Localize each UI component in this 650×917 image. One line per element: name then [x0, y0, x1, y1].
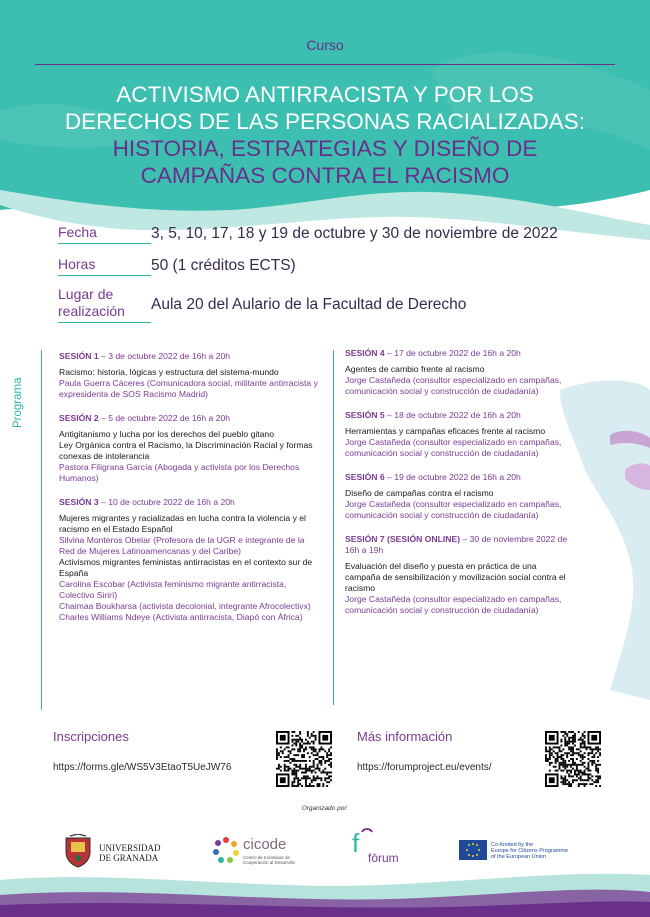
- forum-logo: [350, 826, 412, 868]
- session-date: – 19 de octubre 2022 de 16h a 20h: [384, 472, 521, 482]
- title-line-2: DERECHOS DE LAS PERSONAS RACIALIZADAS:: [64, 109, 586, 134]
- svg-text:f: f: [352, 828, 360, 858]
- session-heading: [345, 348, 570, 359]
- inscripciones-qr-code[interactable]: [276, 731, 332, 787]
- session-number: SESIÓN 1: [59, 351, 99, 361]
- session-topic: Antigitanismo y lucha por los derechos del pueblo gitano: [59, 429, 274, 439]
- cicode-logo-subtitle: [243, 855, 313, 865]
- eu-line-3: of the European Union: [491, 854, 547, 860]
- ugr-line-1: UNIVERSIDAD: [99, 843, 161, 853]
- session-topic: Ley Orgánica contra el Racismo, la Discriminación Racial y formas conexas de intolerancia: [59, 440, 313, 461]
- info-row-horas: [58, 256, 296, 276]
- session-date: – 3 de octubre 2022 de 16h a 20h: [98, 351, 231, 361]
- session-topic: Activismos migrantes feministas antirracistas en el contexto sur de España: [59, 557, 313, 578]
- fecha-label: Fecha: [58, 224, 151, 244]
- sessions-right-column: [345, 348, 570, 629]
- cicode-sub-line-2: Cooperación al Desarrollo: [243, 860, 296, 865]
- title-line-3: HISTORIA, ESTRATEGIAS Y DISEÑO DE: [112, 136, 538, 161]
- header-divider: [35, 64, 615, 65]
- session-block: [345, 410, 570, 459]
- session-speaker: Carolina Escobar (Activista feminismo migrante antirracista, Colectivo Sirirí): [59, 579, 287, 600]
- session-number: SESIÓN 7 (SESIÓN ONLINE): [345, 534, 461, 544]
- session-date: – 17 de octubre 2022 de 16h a 20h: [384, 348, 521, 358]
- programa-line: [41, 350, 42, 710]
- session-date: – 10 de octubre 2022 de 16h a 20h: [98, 497, 235, 507]
- organizado-por: Organizado por:: [301, 805, 349, 812]
- eu-logo-text: [491, 842, 601, 860]
- mas-info-label: Más información: [357, 729, 453, 744]
- session-speaker: Charles Williams Ndeye (Activista antirracista, Diapó con África): [59, 612, 303, 622]
- session-speaker: Chaimaa Boukharsa (activista decolonial, integrante Afrocolectivx): [59, 601, 311, 611]
- inscripciones-link[interactable]: https://forms.gle/WS5V3EtaoT5UeJW76: [53, 762, 232, 773]
- session-block: [345, 348, 570, 397]
- session-date: – 30 de noviembre 2022 de 16h a 19h: [345, 534, 568, 555]
- session-number: SESIÓN 3: [59, 497, 99, 507]
- title-line-1: ACTIVISMO ANTIRRACISTA Y POR LOS: [116, 82, 534, 107]
- title-line-4: CAMPAÑAS CONTRA EL RACISMO: [140, 163, 510, 188]
- column-divider: [333, 350, 334, 705]
- lugar-label-line-1: Lugar de: [58, 286, 114, 302]
- lugar-value: Aula 20 del Aulario de la Facultad de Derecho: [151, 295, 467, 313]
- session-heading: [345, 472, 570, 483]
- session-speaker: Jorge Castañeda (consultor especializado en campañas, comunicación social y construcción de ciudadanía): [345, 375, 562, 396]
- cicode-logo-name: cicode: [243, 836, 287, 853]
- ugr-crest-logo: [62, 834, 94, 868]
- session-number: SESIÓN 6: [345, 472, 385, 482]
- session-heading: [59, 497, 321, 508]
- session-block: [345, 472, 570, 521]
- ugr-line-2: DE GRANADA: [99, 853, 159, 863]
- info-row-fecha: [58, 224, 558, 244]
- mas-info-qr-code[interactable]: [545, 731, 601, 787]
- session-speaker: Paula Guerra Cáceres (Comunicadora social, militante antirracista y expresidenta de SOS Racismo Madrid): [59, 378, 318, 399]
- horas-value: 50 (1 créditos ECTS): [151, 257, 296, 274]
- inscripciones-label: Inscripciones: [53, 729, 129, 744]
- eu-line-2: Europe for Citizens Programme: [491, 848, 569, 854]
- session-topic: Mujeres migrantes y racializadas en lucha contra la violencia y el racismo en el Estado Español: [59, 513, 306, 534]
- horas-label: Horas: [58, 256, 151, 276]
- session-block: [59, 497, 321, 623]
- session-speaker: Jorge Castañeda (consultor especializado en campañas, comunicación social y construcción de ciudadanía): [345, 499, 562, 520]
- session-topic: Evaluación del diseño y puesta en práctica de una campaña de sensibilización y movilización social contra el racismo: [345, 561, 566, 593]
- forum-logo-text: fōrum: [368, 851, 399, 865]
- session-block: [59, 413, 321, 484]
- mas-info-link[interactable]: https://forumproject.eu/events/: [357, 762, 492, 773]
- eu-line-1: Co-funded by the: [491, 842, 534, 848]
- course-title: [40, 81, 610, 189]
- session-block: [59, 351, 321, 400]
- lugar-label: [58, 286, 151, 323]
- session-block: [345, 534, 570, 616]
- programa-label: Programa: [12, 377, 24, 428]
- session-speaker: Silvina Monteros Obelar (Profesora de la UGR e integrante de la Red de Mujeres Latinoamericanas y del Caribe): [59, 535, 305, 556]
- session-speaker: Jorge Castañeda (consultor especializado en campañas, comunicación social y construcción de ciudadanía): [345, 594, 562, 615]
- fecha-value: 3, 5, 10, 17, 18 y 19 de octubre y 30 de noviembre de 2022: [151, 225, 558, 242]
- session-topic: Diseño de campañas contra el racismo: [345, 488, 494, 498]
- session-speaker: Jorge Castañeda (consultor especializado en campañas, comunicación social y construcción de ciudadanía): [345, 437, 562, 458]
- session-date: – 5 de octubre 2022 de 16h a 20h: [98, 413, 231, 423]
- ugr-logo-text: [99, 843, 161, 863]
- session-heading: [59, 351, 321, 362]
- session-speaker: Pastora Filigrana García (Abogada y activista por los Derechos Humanos): [59, 462, 300, 483]
- cicode-flower-icon: [212, 836, 240, 864]
- session-topic: Agentes de cambio frente al racismo: [345, 364, 485, 374]
- sessions-left-column: [59, 351, 321, 636]
- cicode-sub-line-1: Centro de Iniciativas de: [243, 855, 291, 860]
- session-heading: [345, 534, 570, 556]
- session-topic: Herramientas y campañas eficaces frente al racismo: [345, 426, 546, 436]
- session-date: – 18 de octubre 2022 de 16h a 20h: [384, 410, 521, 420]
- session-heading: [59, 413, 321, 424]
- session-number: SESIÓN 2: [59, 413, 99, 423]
- session-number: SESIÓN 4: [345, 348, 385, 358]
- info-row-lugar: [58, 286, 466, 323]
- session-number: SESIÓN 5: [345, 410, 385, 420]
- session-heading: [345, 410, 570, 421]
- eu-flag-icon: [459, 840, 487, 860]
- session-topic: Racismo: historia, lógicas y estructura del sistema-mundo: [59, 367, 279, 377]
- lugar-label-line-2: realización: [58, 303, 125, 319]
- course-kicker: Curso: [306, 37, 344, 53]
